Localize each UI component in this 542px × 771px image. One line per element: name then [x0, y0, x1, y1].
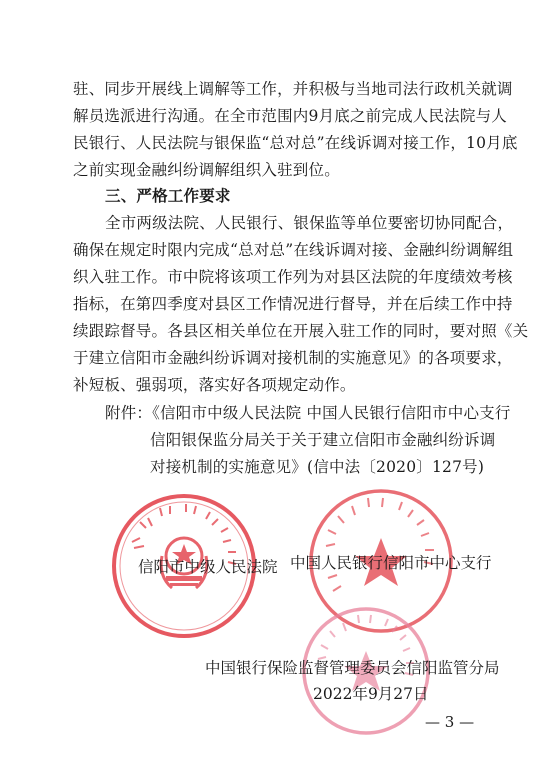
- attachment-line: 信阳银保监分局关于关于建立信阳市金融纠纷诉调: [150, 431, 496, 449]
- attachment-line: 对接机制的实施意见》(信中法〔2020〕127号): [150, 458, 485, 476]
- bank-signature: 中国人民银行信阳市中心支行: [290, 554, 492, 572]
- paragraph-line: 补短板、强弱项，落实好各项规定动作。: [73, 376, 356, 394]
- court-signature: 信阳市中级人民法院: [138, 558, 278, 576]
- page-number: — 3 —: [425, 713, 475, 731]
- attachment-line: 附件：《信阳市中级人民法院 中国人民银行信阳市中心支行: [105, 404, 511, 422]
- paragraph-line: 解员选派进行沟通。在全市范围内9月底之前完成人民法院与人: [73, 107, 507, 125]
- paragraph-line: 续跟踪督导。各县区相关单位在开展入驻工作的同时，要对照《关: [73, 322, 529, 340]
- paragraph-line: 指标，在第四季度对县区工作情况进行督导，并在后续工作中持: [73, 295, 513, 313]
- regulator-signature: 中国银行保险监督管理委员会信阳监管分局: [205, 659, 500, 677]
- paragraph-line: 确保在规定时限内完成“总对总”在线诉调对接、金融纠纷调解组: [73, 241, 514, 259]
- paragraph-line: 驻、同步开展线上调解等工作，并积极与当地司法行政机关就调: [73, 80, 513, 98]
- paragraph-line: 织入驻工作。市中院将该项工作列为对县区法院的年度绩效考核: [73, 268, 513, 286]
- paragraph-line: 之前实现金融纠纷调解组织入驻到位。: [73, 161, 340, 179]
- section-heading: 三、严格工作要求: [105, 187, 231, 205]
- paragraph-line: 民银行、人民法院与银保监“总对总”在线诉调对接工作，10月底: [73, 134, 518, 152]
- signature-date: 2022年9月27日: [313, 685, 429, 703]
- paragraph-line: 全市两级法院、人民银行、银保监等单位要密切协同配合，: [105, 214, 514, 232]
- paragraph-line: 于建立信阳市金融纠纷诉调对接机制的实施意见》的各项要求，: [73, 349, 513, 367]
